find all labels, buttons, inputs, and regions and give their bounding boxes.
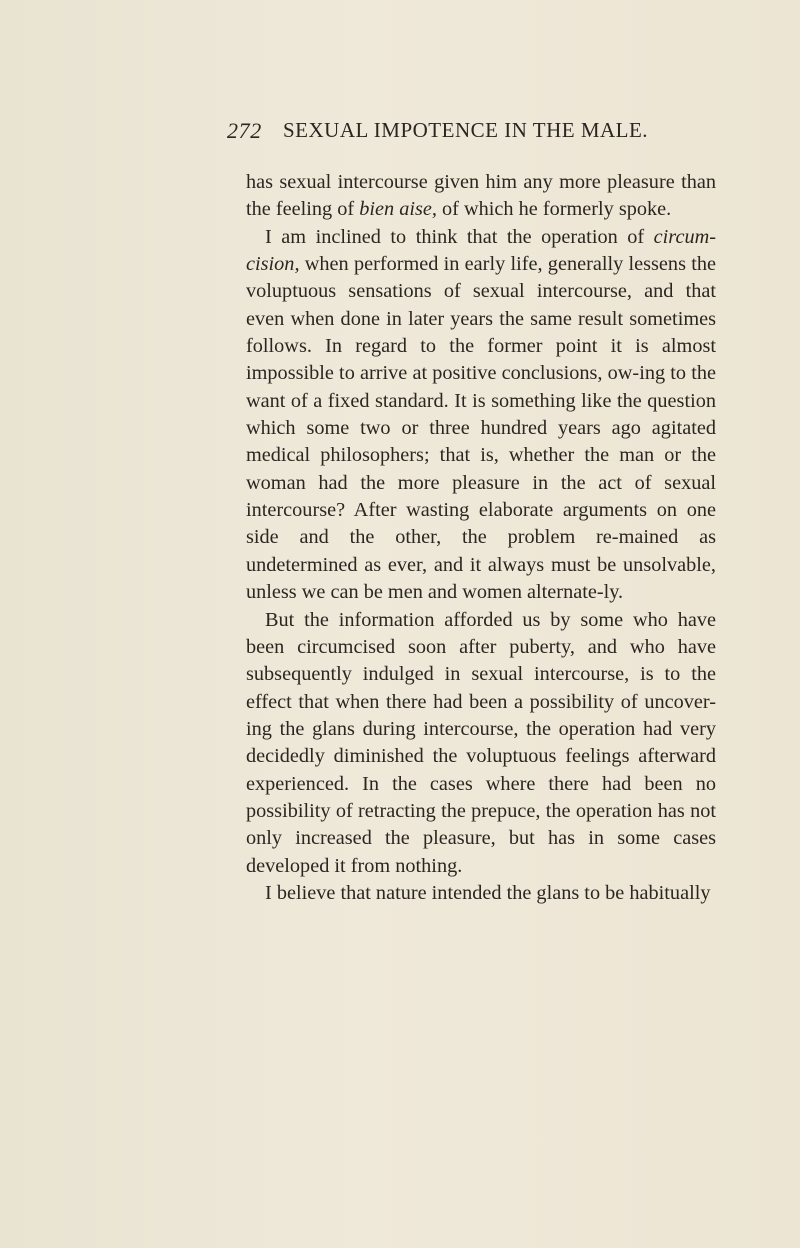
paragraph-1 xyxy=(246,169,716,224)
paragraph-2-text-end: when performed in early life, generally lessens the voluptuous sensations of sexual intercourse, and that even when done in later years the same result sometimes follows. In regard to the former point it is almost impossible to arrive at positive conclusions, ow-ing to the want of a fixed standard. It is something like the question which some two or three hundred years ago agitated medical philosophers; that is, whether the man or the woman had the more pleasure in the act of sexual intercourse? After wasting elaborate arguments on one side and the other, the problem re-mained as undetermined as ever, and it always must be unsolvable, unless we can be men and women alternate-ly. xyxy=(246,253,716,604)
paragraph-2 xyxy=(246,224,716,607)
running-head: SEXUAL IMPOTENCE IN THE MALE. xyxy=(283,118,649,142)
body-text xyxy=(246,169,716,907)
paragraph-1-text: has sexual intercourse given him any more pleasure than the feeling of xyxy=(246,171,716,221)
paragraph-2-text: I am inclined to think that the operation of xyxy=(265,225,654,248)
paragraph-4: I believe that nature intended the glans to be habitually xyxy=(265,881,711,904)
paragraph-1-text-end: of which he formerly spoke. xyxy=(436,198,672,221)
paragraph-3: But the information afforded us by some who have been circumcised soon after puberty, and who have subsequently indulged in sexual intercourse, is to the effect that when there had been a possibility of uncover-ing the glans during intercourse, the operation had very decidedly diminished the voluptuous feelings afterward experienced. In the cases where there had been no possibility of retracting the prepuce, the operation has not only increased the pleasure, but has in some cases developed it from nothing. xyxy=(246,608,716,877)
paragraph-1-italic: bien aise, xyxy=(359,198,437,221)
page-number: 272 xyxy=(227,118,262,143)
paragraph-2-italic: circum-cision, xyxy=(246,225,716,276)
